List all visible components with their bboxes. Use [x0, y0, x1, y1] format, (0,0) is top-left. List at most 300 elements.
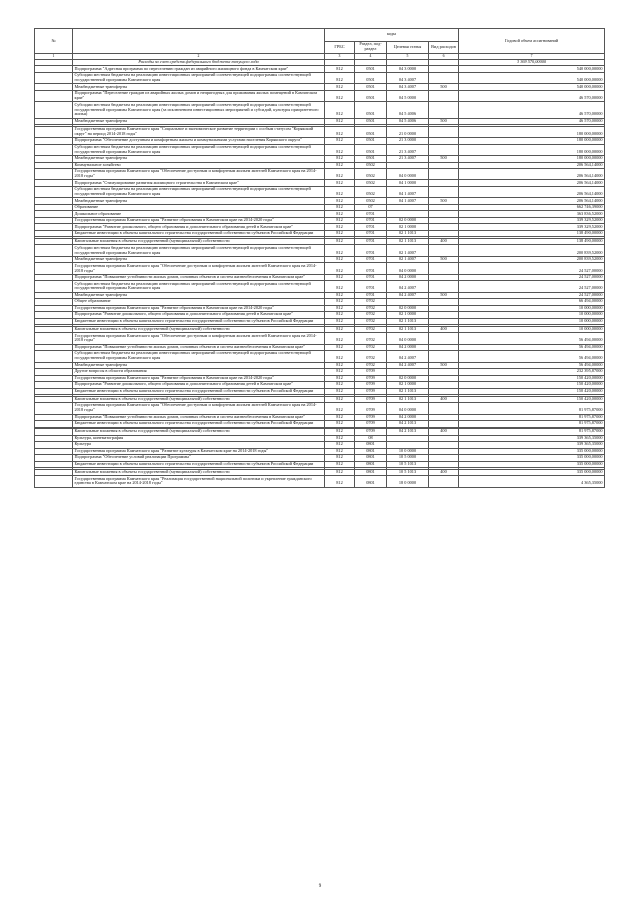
row-amount-cell: 180 000,00000	[459, 126, 605, 137]
row-amount-cell: 138 490,00000	[459, 238, 605, 245]
row-name-cell: Межбюджетные трансферты	[73, 198, 325, 205]
row-name-cell: Межбюджетные трансферты	[73, 156, 325, 163]
row-cel-cell: 02 1 0000	[387, 382, 429, 389]
col-number: 2	[73, 54, 325, 60]
header-grbs: ГРБС	[325, 41, 355, 54]
row-num-cell	[35, 351, 73, 362]
row-grbs-cell: 812	[325, 169, 355, 180]
row-name-cell: Государственная программа Камчатского края "Развитие культуры в Камчатском крае на 2014-2018 годы"	[73, 448, 325, 455]
row-grbs-cell: 812	[325, 476, 355, 487]
row-name-cell: Государственная программа Камчатского края "Обеспечение доступным и комфортным жильем жителей Камчатского края на 2014-2018 годы"	[73, 263, 325, 274]
row-vid-cell	[429, 245, 459, 256]
row-amount-cell: 81 975,87000	[459, 403, 605, 414]
table-body	[35, 59, 605, 487]
row-vid-cell: 400	[429, 238, 459, 245]
row-razdel-cell: 0501	[355, 126, 387, 137]
row-razdel-cell: 0502	[355, 186, 387, 197]
row-cel-cell: 04 5 4006	[387, 118, 429, 125]
row-razdel-cell: 0801	[355, 476, 387, 487]
row-cel-cell: 02 1 1013	[387, 326, 429, 333]
row-grbs-cell: 812	[325, 186, 355, 197]
col-number: 7	[459, 54, 605, 60]
row-grbs-cell: 812	[325, 180, 355, 187]
row-razdel-cell: 0501	[355, 118, 387, 125]
row-amount-cell: 180 000,00000	[459, 138, 605, 145]
row-amount-cell: 10 000,00000	[459, 318, 605, 325]
row-grbs-cell: 812	[325, 421, 355, 428]
row-amount-cell: 3 369 570,00000	[459, 59, 605, 66]
row-name-cell: Субсидии местным бюджетам на реализацию инвестиционных мероприятий соответствующей подпрограммы соответствующей государственной программы Камчатского края	[73, 72, 325, 83]
table-row	[35, 126, 605, 137]
row-amount-cell: 10 000,00000	[459, 312, 605, 319]
row-grbs-cell: 812	[325, 217, 355, 224]
row-cel-cell: 04 3 4007	[387, 72, 429, 83]
row-num-cell	[35, 476, 73, 487]
row-vid-cell: 500	[429, 362, 459, 369]
row-name-cell: Коммунальное хозяйство	[73, 162, 325, 169]
row-name-cell: Подпрограмма "Развитие дошкольного, общего образования и дополнительного образования детей в Камчатском крае"	[73, 224, 325, 231]
row-razdel-cell: 0501	[355, 90, 387, 101]
row-grbs-cell: 812	[325, 403, 355, 414]
row-amount-cell: 339 329,52000	[459, 224, 605, 231]
row-name-cell: Подпрограмма "Развитие дошкольного, общего образования и дополнительного образования детей в Камчатском крае"	[73, 312, 325, 319]
table-row	[35, 403, 605, 414]
col-number: 1	[35, 54, 73, 60]
row-grbs-cell: 812	[325, 455, 355, 462]
row-name-cell: Капитальные вложения в объекты государственной (муниципальной) собственности	[73, 469, 325, 476]
row-cel-cell: 04 2 1013	[387, 421, 429, 428]
row-cel-cell: 04 2 1013	[387, 429, 429, 436]
table-row	[35, 263, 605, 274]
row-razdel-cell: 0502	[355, 180, 387, 187]
row-vid-cell: 400	[429, 326, 459, 333]
row-grbs-cell: 812	[325, 66, 355, 73]
row-grbs-cell: 812	[325, 382, 355, 389]
row-cel-cell: 04 1 4007	[387, 186, 429, 197]
row-cel-cell: 02 1 4007	[387, 245, 429, 256]
row-grbs-cell: 812	[325, 299, 355, 306]
row-vid-cell: 400	[429, 469, 459, 476]
row-cel-cell: 02 0 0000	[387, 217, 429, 224]
row-razdel-cell: 0502	[355, 198, 387, 205]
table-row	[35, 186, 605, 197]
row-razdel-cell: 0801	[355, 442, 387, 449]
row-cel-cell: 02 1 1013	[387, 230, 429, 237]
row-grbs-cell: 812	[325, 469, 355, 476]
row-amount-cell: 10 000,00000	[459, 326, 605, 333]
row-grbs-cell: 812	[325, 429, 355, 436]
row-grbs-cell: 812	[325, 211, 355, 218]
row-razdel-cell: 0709	[355, 369, 387, 376]
row-vid-cell	[429, 263, 459, 274]
row-razdel-cell: 0501	[355, 72, 387, 83]
row-cel-cell: 21 0 0000	[387, 126, 429, 137]
row-amount-cell: 335 000,00000	[459, 461, 605, 468]
row-amount-cell: 335 000,00000	[459, 469, 605, 476]
row-amount-cell: 662 746,39000	[459, 204, 605, 211]
row-grbs-cell: 812	[325, 344, 355, 351]
row-amount-cell: 81 975,87000	[459, 429, 605, 436]
row-vid-cell: 400	[429, 429, 459, 436]
row-razdel-cell: 0701	[355, 245, 387, 256]
row-name-cell: Государственная программа Камчатского края "Обеспечение доступным и комфортным жильем жителей Камчатского края на 2014-2018 годы"	[73, 169, 325, 180]
row-razdel-cell: 0702	[355, 333, 387, 344]
row-name-cell: Образование	[73, 204, 325, 211]
row-amount-cell: 4 365,35000	[459, 476, 605, 487]
row-vid-cell	[429, 169, 459, 180]
row-razdel-cell: 0801	[355, 461, 387, 468]
row-cel-cell: 10 5 0000	[387, 455, 429, 462]
row-razdel-cell: 0702	[355, 299, 387, 306]
row-vid-cell: 500	[429, 198, 459, 205]
row-razdel-cell: 0701	[355, 211, 387, 218]
row-razdel-cell: 0501	[355, 138, 387, 145]
table-row	[35, 351, 605, 362]
row-cel-cell: 04 5 4006	[387, 102, 429, 118]
row-amount-cell: 24 527,00000	[459, 263, 605, 274]
row-amount-cell: 180 000,00000	[459, 156, 605, 163]
row-name-cell: Субсидии местным бюджетам на реализацию инвестиционных мероприятий соответствующей подпрограммы соответствующей государственной программы Камчатского края (за исключением инвестиционных мероприятий и субсидий, культуры приоритетного жилья)	[73, 102, 325, 118]
row-grbs-cell: 812	[325, 118, 355, 125]
row-grbs-cell: 812	[325, 274, 355, 281]
row-amount-cell: 363 836,52000	[459, 211, 605, 218]
row-vid-cell: 500	[429, 256, 459, 263]
row-amount-cell: 206 564,14000	[459, 198, 605, 205]
row-amount-cell: 138 490,00000	[459, 230, 605, 237]
row-razdel-cell: 0501	[355, 102, 387, 118]
row-name-cell: Бюджетные инвестиции в объекты капитального строительства государственной собственности субъектов Российской Федерации	[73, 318, 325, 325]
row-amount-cell: 232 395,87000	[459, 369, 605, 376]
document-page	[34, 28, 604, 488]
row-name-cell: Капитальные вложения в объекты государственной (муниципальной) собственности	[73, 326, 325, 333]
row-razdel-cell: 0701	[355, 281, 387, 292]
row-name-cell: Подпрограмма "Стимулирование развития жилищного строительства в Камчатском крае"	[73, 180, 325, 187]
col-number: 5	[387, 54, 429, 60]
row-vid-cell: 500	[429, 84, 459, 91]
row-grbs-cell: 812	[325, 448, 355, 455]
row-grbs-cell: 812	[325, 162, 355, 169]
row-name-cell: Межбюджетные трансферты	[73, 118, 325, 125]
row-cel-cell: 02 1 1013	[387, 238, 429, 245]
row-name-cell: Субсидии местным бюджетам на реализацию инвестиционных мероприятий соответствующей подпрограммы соответствующей государственной программы Камчатского края	[73, 351, 325, 362]
row-razdel-cell: 07	[355, 204, 387, 211]
row-razdel-cell: 0702	[355, 312, 387, 319]
row-amount-cell: 81 975,87000	[459, 414, 605, 421]
header-codes: коды	[325, 29, 459, 42]
row-grbs-cell: 812	[325, 102, 355, 118]
budget-table	[34, 28, 605, 488]
row-amount-cell: 46 570,00000	[459, 90, 605, 101]
table-row	[35, 90, 605, 101]
row-razdel-cell: 0702	[355, 305, 387, 312]
row-cel-cell: 04 2 0000	[387, 414, 429, 421]
row-amount-cell: 46 570,00000	[459, 102, 605, 118]
row-grbs-cell: 812	[325, 230, 355, 237]
row-amount-cell: 56 494,00000	[459, 344, 605, 351]
row-amount-cell: 540 000,00000	[459, 84, 605, 91]
row-grbs-cell: 812	[325, 126, 355, 137]
row-razdel-cell: 0501	[355, 66, 387, 73]
row-name-cell: Субсидии местным бюджетам на реализацию инвестиционных мероприятий соответствующей подпрограммы соответствующей государственной программы Камчатского края	[73, 144, 325, 155]
row-razdel-cell: 0801	[355, 455, 387, 462]
row-name-cell: Культура	[73, 442, 325, 449]
row-cel-cell: 02 0 0000	[387, 375, 429, 382]
row-razdel-cell: 0701	[355, 217, 387, 224]
col-number: 6	[429, 54, 459, 60]
row-cel-cell: 02 1 1013	[387, 318, 429, 325]
row-amount-cell: 206 564,14000	[459, 169, 605, 180]
row-razdel-cell: 0702	[355, 351, 387, 362]
row-name-cell: Подпрограмма "Адресная программа по переселению граждан из аварийного жилищного фонда в Камчатском крае"	[73, 66, 325, 73]
header-num: №	[35, 29, 73, 54]
row-num-cell	[35, 144, 73, 155]
row-num-cell	[35, 403, 73, 414]
row-num-cell	[35, 263, 73, 274]
table-row	[35, 144, 605, 155]
row-amount-cell: 339 365,35000	[459, 435, 605, 442]
row-name-cell: Подпрограмма "Обеспечение доступным и комфортным жильем и коммунальными услугами населения Корякского округа"	[73, 138, 325, 145]
row-cel-cell: 04 2 4007	[387, 362, 429, 369]
row-cel-cell: 04 0 0000	[387, 333, 429, 344]
row-amount-cell: 206 564,14000	[459, 162, 605, 169]
row-cel-cell: 21 3 0000	[387, 138, 429, 145]
row-grbs-cell: 812	[325, 326, 355, 333]
row-name-cell: Субсидии местным бюджетам на реализацию инвестиционных мероприятий соответствующей подпрограммы соответствующей государственной программы Камчатского края	[73, 245, 325, 256]
header-razdel: Раздел, под-раздел	[355, 41, 387, 54]
row-razdel-cell: 0701	[355, 238, 387, 245]
row-vid-cell	[429, 333, 459, 344]
row-vid-cell	[429, 72, 459, 83]
row-amount-cell: 46 570,00000	[459, 118, 605, 125]
row-razdel-cell: 0701	[355, 292, 387, 299]
row-vid-cell: 500	[429, 292, 459, 299]
row-amount-cell: 540 000,00000	[459, 66, 605, 73]
row-amount-cell: 10 000,00000	[459, 305, 605, 312]
row-razdel-cell: 0701	[355, 274, 387, 281]
row-amount-cell: 150 420,00000	[459, 388, 605, 395]
row-grbs-cell: 812	[325, 333, 355, 344]
row-grbs-cell: 812	[325, 72, 355, 83]
row-razdel-cell: 0701	[355, 230, 387, 237]
row-name-cell: Капитальные вложения в объекты государственной (муниципальной) собственности	[73, 396, 325, 403]
table-row	[35, 72, 605, 83]
row-razdel-cell: 0701	[355, 256, 387, 263]
header-amount: Годовой объем ассигнований	[459, 29, 605, 54]
row-grbs-cell: 812	[325, 435, 355, 442]
col-number: 3	[325, 54, 355, 60]
row-amount-cell: 24 527,00000	[459, 274, 605, 281]
row-grbs-cell: 812	[325, 90, 355, 101]
row-name-cell: Государственная программа Камчатского края "Развитие образования в Камчатском крае на 2014-2020 годы"	[73, 305, 325, 312]
row-cel-cell: 02 1 1013	[387, 388, 429, 395]
row-grbs-cell: 812	[325, 461, 355, 468]
row-grbs-cell: 812	[325, 138, 355, 145]
row-num-cell	[35, 72, 73, 83]
row-grbs-cell: 812	[325, 256, 355, 263]
row-vid-cell	[429, 281, 459, 292]
page-number: 9	[318, 884, 322, 889]
row-razdel-cell: 0701	[355, 224, 387, 231]
row-name-cell: Бюджетные инвестиции в объекты капитального строительства государственной собственности субъектов Российской Федерации	[73, 388, 325, 395]
row-name-cell: Капитальные вложения в объекты государственной (муниципальной) собственности	[73, 238, 325, 245]
row-grbs-cell: 812	[325, 442, 355, 449]
row-razdel-cell: 0709	[355, 421, 387, 428]
row-name-cell: Подпрограмма "Повышение устойчивости жилых домов, основных объектов и систем жизнеобеспечения в Камчатском крае"	[73, 344, 325, 351]
row-name-cell: Подпрограмма "Повышение устойчивости жилых домов, основных объектов и систем жизнеобеспечения в Камчатском крае"	[73, 414, 325, 421]
row-grbs-cell: 812	[325, 292, 355, 299]
table-row	[35, 245, 605, 256]
row-name-cell: Культура, кинематография	[73, 435, 325, 442]
row-grbs-cell: 812	[325, 84, 355, 91]
row-grbs-cell: 812	[325, 224, 355, 231]
row-razdel-cell: 0501	[355, 84, 387, 91]
row-vid-cell	[429, 186, 459, 197]
row-cel-cell: 04 0 0000	[387, 403, 429, 414]
row-vid-cell	[429, 102, 459, 118]
row-cel-cell: 04 2 0000	[387, 274, 429, 281]
row-amount-cell: 56 494,00000	[459, 351, 605, 362]
row-razdel-cell: 0709	[355, 396, 387, 403]
row-amount-cell: 56 494,00000	[459, 333, 605, 344]
row-cel-cell: 21 3 4007	[387, 144, 429, 155]
row-razdel-cell: 08	[355, 435, 387, 442]
row-vid-cell: 400	[429, 396, 459, 403]
table-row	[35, 169, 605, 180]
row-vid-cell: 500	[429, 156, 459, 163]
table-row	[35, 333, 605, 344]
row-num-cell	[35, 90, 73, 101]
row-cel-cell: 18 0 0000	[387, 476, 429, 487]
row-razdel-cell: 0709	[355, 382, 387, 389]
row-name-cell: Межбюджетные трансферты	[73, 256, 325, 263]
row-name-cell: Государственная программа Камчатского края "Реализация государственной национальной политики и укрепление гражданского единства в Камчатском крае на 2014-2018 годы"	[73, 476, 325, 487]
row-grbs-cell: 812	[325, 396, 355, 403]
row-cel-cell: 04 2 4007	[387, 292, 429, 299]
table-row	[35, 476, 605, 487]
row-razdel-cell: 0801	[355, 469, 387, 476]
row-name-cell: Капитальные вложения в объекты государственной (муниципальной) собственности	[73, 429, 325, 436]
row-grbs-cell: 812	[325, 156, 355, 163]
row-name-cell: Подпрограмма "Повышение устойчивости жилых домов, основных объектов и систем жизнеобеспечения в Камчатском крае"	[73, 274, 325, 281]
row-cel-cell: 04 2 4007	[387, 281, 429, 292]
row-razdel-cell: 0702	[355, 326, 387, 333]
row-vid-cell	[429, 90, 459, 101]
row-amount-cell: 24 527,00000	[459, 281, 605, 292]
row-amount-cell: 66 494,00000	[459, 299, 605, 306]
row-razdel-cell: 0709	[355, 403, 387, 414]
row-grbs-cell: 812	[325, 388, 355, 395]
row-num-cell	[35, 186, 73, 197]
row-razdel-cell: 0709	[355, 388, 387, 395]
header-name	[73, 29, 325, 54]
row-grbs-cell: 812	[325, 204, 355, 211]
row-name-cell: Субсидии местным бюджетам на реализацию инвестиционных мероприятий соответствующей подпрограммы соответствующей государственной программы Камчатского края	[73, 281, 325, 292]
row-razdel-cell: 0501	[355, 156, 387, 163]
row-grbs-cell: 812	[325, 375, 355, 382]
row-cel-cell: 04 0 0000	[387, 169, 429, 180]
row-name-cell: Подпрограмма "Переселение граждан из аварийных жилых домов и непригодных для проживания жилых помещений в Камчатском крае"	[73, 90, 325, 101]
row-cel-cell: 02 1 0000	[387, 224, 429, 231]
row-name-cell: Государственная программа Камчатского края "Обеспечение доступным и комфортным жильем жителей Камчатского края на 2014-2018 годы"	[73, 333, 325, 344]
row-cel-cell: 04 2 0000	[387, 344, 429, 351]
row-grbs-cell: 812	[325, 318, 355, 325]
row-name-cell: Бюджетные инвестиции в объекты капитального строительства государственной собственности субъектов Российской Федерации	[73, 230, 325, 237]
row-cel-cell: 04 1 0000	[387, 180, 429, 187]
row-name-cell: Субсидии местным бюджетам на реализацию инвестиционных мероприятий соответствующей подпрограммы соответствующей государственной программы Камчатского края	[73, 186, 325, 197]
row-razdel-cell: 0502	[355, 169, 387, 180]
row-amount-cell: 206 564,14000	[459, 186, 605, 197]
row-num-cell	[35, 245, 73, 256]
row-name-cell: Государственная программа Камчатского края "Обеспечение доступным и комфортным жильем жителей Камчатского края на 2014-2018 годы"	[73, 403, 325, 414]
row-vid-cell	[429, 351, 459, 362]
row-num-cell	[35, 102, 73, 118]
row-razdel-cell: 0702	[355, 362, 387, 369]
row-cel-cell: 02 1 0000	[387, 312, 429, 319]
table-row	[35, 102, 605, 118]
row-amount-cell: 81 975,87000	[459, 421, 605, 428]
row-name-cell: Бюджетные инвестиции в объекты капитального строительства государственной собственности субъектов Российской Федерации	[73, 461, 325, 468]
row-cel-cell: 10 5 1013	[387, 469, 429, 476]
row-amount-cell: 150 420,00000	[459, 396, 605, 403]
row-num-cell	[35, 169, 73, 180]
row-razdel-cell: 0709	[355, 429, 387, 436]
row-grbs-cell: 812	[325, 144, 355, 155]
row-cel-cell: 02 1 4007	[387, 256, 429, 263]
col-number: 4	[355, 54, 387, 60]
row-amount-cell: 339 365,35000	[459, 442, 605, 449]
header-vid: Вид расходов	[429, 41, 459, 54]
row-grbs-cell: 812	[325, 198, 355, 205]
row-name-cell: Расходы за счет средств федерального бюджета текущего года	[73, 59, 325, 66]
row-cel-cell: 04 5 0000	[387, 90, 429, 101]
row-name-cell: Государственная программа Камчатского края "Развитие образования в Камчатском крае на 2014-2020 годы"	[73, 375, 325, 382]
row-amount-cell: 540 000,00000	[459, 72, 605, 83]
row-grbs-cell: 812	[325, 245, 355, 256]
row-amount-cell: 335 000,00000	[459, 448, 605, 455]
row-vid-cell	[429, 126, 459, 137]
row-amount-cell: 150 420,00000	[459, 382, 605, 389]
row-razdel-cell: 0709	[355, 414, 387, 421]
row-vid-cell: 500	[429, 118, 459, 125]
row-razdel-cell: 0702	[355, 344, 387, 351]
row-cel-cell: 04 0 0000	[387, 263, 429, 274]
row-name-cell: Другие вопросы в области образования	[73, 369, 325, 376]
row-amount-cell: 206 564,14000	[459, 180, 605, 187]
row-cel-cell: 21 3 4007	[387, 156, 429, 163]
row-cel-cell: 04 2 4007	[387, 351, 429, 362]
row-cel-cell: 04 3 0000	[387, 66, 429, 73]
row-name-cell: Межбюджетные трансферты	[73, 84, 325, 91]
row-grbs-cell: 812	[325, 305, 355, 312]
row-amount-cell: 150 420,00000	[459, 375, 605, 382]
row-razdel-cell: 0801	[355, 448, 387, 455]
row-name-cell: Бюджетные инвестиции в объекты капитального строительства государственной собственности субъектов Российской Федерации	[73, 421, 325, 428]
row-name-cell: Государственная программа Камчатского края "Развитие образования в Камчатском крае на 2014-2020 годы"	[73, 217, 325, 224]
row-grbs-cell: 812	[325, 362, 355, 369]
row-amount-cell: 180 000,00000	[459, 144, 605, 155]
row-grbs-cell: 812	[325, 312, 355, 319]
row-razdel-cell: 0702	[355, 318, 387, 325]
row-grbs-cell: 812	[325, 281, 355, 292]
row-razdel-cell: 0709	[355, 375, 387, 382]
row-cel-cell: 02 1 1013	[387, 396, 429, 403]
row-cel-cell: 02 0 0000	[387, 305, 429, 312]
row-name-cell: Дошкольное образование	[73, 211, 325, 218]
row-razdel-cell: 0501	[355, 144, 387, 155]
row-num-cell	[35, 281, 73, 292]
row-amount-cell: 339 329,52000	[459, 217, 605, 224]
row-amount-cell: 200 839,52000	[459, 245, 605, 256]
